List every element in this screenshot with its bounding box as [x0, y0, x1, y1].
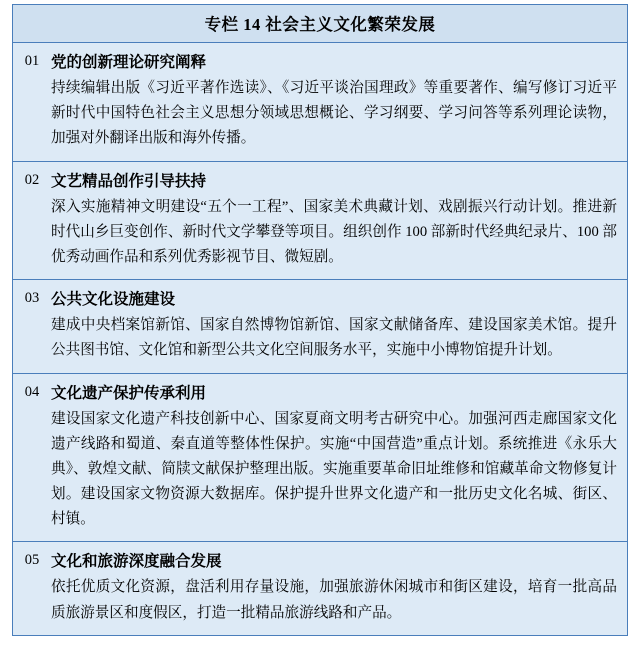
item-body: 持续编辑出版《习近平著作选读》、《习近平谈治国理政》等重要著作、编写修订习近平新时代中国特色社会主义思想分领域思想概论、学习纲要、学习问答等系列理论读物，加强对外翻译出版和海外传播。 [51, 80, 617, 147]
item-content [51, 162, 627, 280]
item-number: 02 [24, 171, 40, 188]
item-content [51, 374, 627, 542]
item-body: 建成中央档案馆新馆、国家自然博物馆新馆、国家文献储备库、建设国家美术馆。提升公共图书馆、文化馆和新型公共文化空间服务水平，实施中小博物馆提升计划。 [51, 317, 617, 359]
list-item [13, 162, 627, 281]
item-title: 文化和旅游深度融合发展 [51, 553, 222, 571]
box-title: 专栏 14 社会主义文化繁荣发展 [13, 5, 627, 43]
item-number: 01 [24, 53, 40, 69]
item-body: 依托优质文化资源，盘活利用存量设施，加强旅游休闲城市和街区建设，培育一批高品质旅游景区和度假区，打造一批精品旅游线路和产品。 [51, 579, 617, 621]
list-item [13, 374, 627, 543]
feature-box [12, 4, 628, 636]
item-title: 文化遗产保护传承利用 [51, 384, 207, 402]
item-number: 04 [24, 383, 40, 400]
item-number: 05 [24, 552, 40, 569]
item-title: 文艺精品创作引导扶持 [51, 172, 207, 190]
list-item [13, 542, 627, 634]
item-title: 党的创新理论研究阐释 [51, 54, 207, 71]
item-content [51, 542, 627, 634]
item-content [51, 43, 627, 161]
list-item [13, 280, 627, 373]
item-body: 建设国家文化遗产科技创新中心、国家夏商文明考古研究中心。加强河西走廊国家文化遗产线路和蜀道、秦直道等整体性保护。实施“中国营造”重点计划。系统推进《永乐大典》、敦煌文献、简牍文献保护整理出版。实施重要革命旧址维修和馆藏革命文物修复计划。建设国家文物资源大数据库。保护提升世界文化遗产和一批历史文化名城、街区、村镇。 [51, 410, 617, 528]
item-body: 深入实施精神文明建设“五个一工程”、国家美术典藏计划、戏剧振兴行动计划。推进新时代山乡巨变创作、新时代文学攀登等项目。组织创作 100 部新时代经典纪录片、100 部优秀动画作品和系列优秀影视节目、微短剧。 [51, 198, 617, 265]
item-title: 公共文化设施建设 [51, 291, 176, 309]
item-content [51, 280, 627, 372]
item-number: 03 [24, 290, 40, 307]
list-item [13, 43, 627, 162]
